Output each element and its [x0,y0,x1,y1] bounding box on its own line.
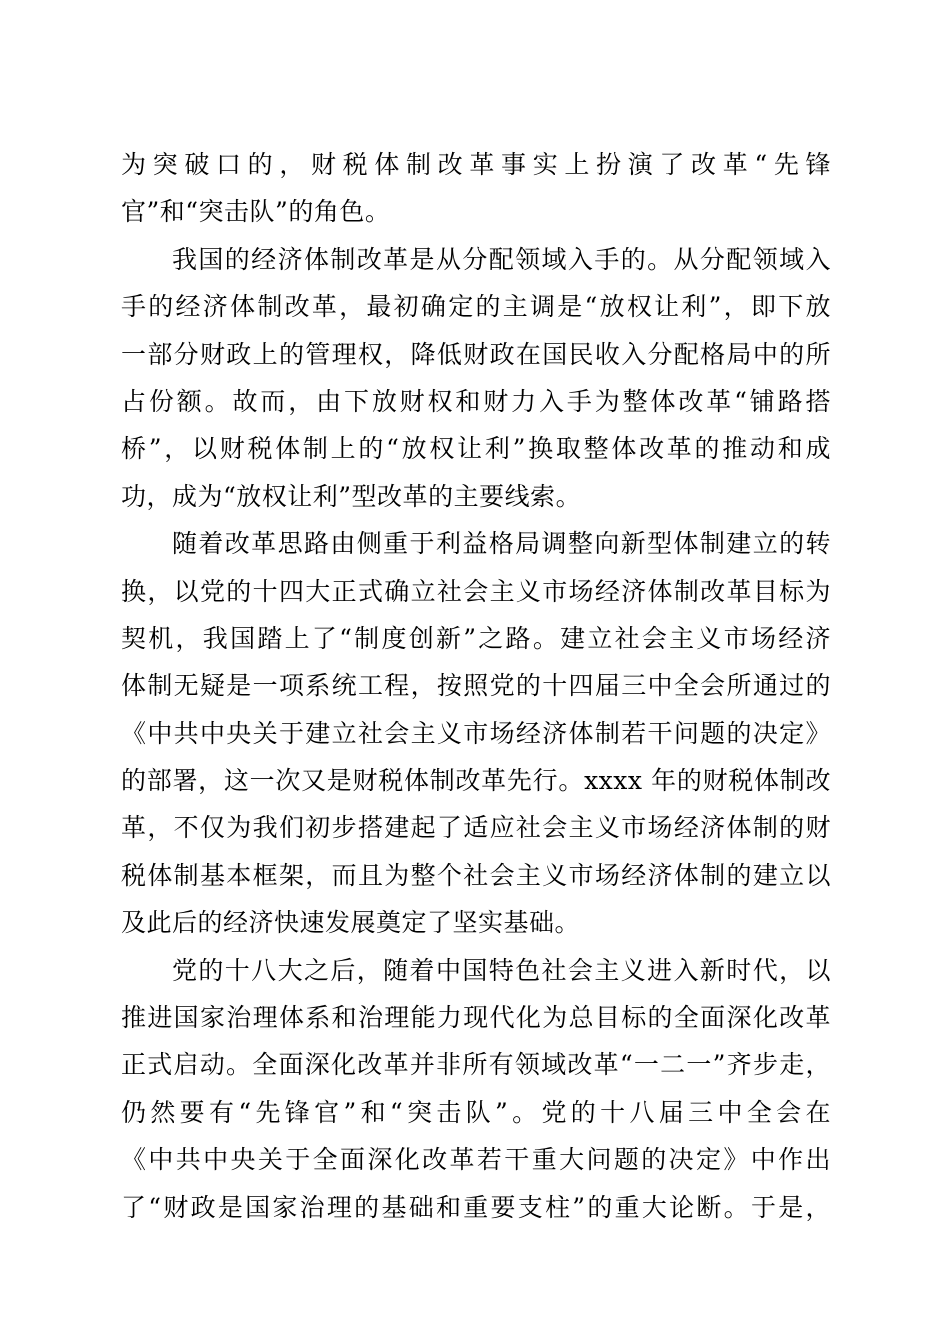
text-line: 换，以党的十四大正式确立社会主义市场经济体制改革目标为 [121,576,831,606]
paragraph-first-line: 随着改革思路由侧重于利益格局调整向新型体制建立的转 [172,529,831,559]
text-line: 官”和“突击队”的角色。 [121,197,391,227]
text-line: 为突破口的，财税体制改革事实上扮演了改革“先锋 [121,150,831,179]
text-line: 正式启动。全面深化改革并非所有领域改革“一二一”齐步走， [121,1050,831,1080]
text-line: 革，不仅为我们初步搭建起了适应社会主义市场经济体制的财 [121,813,831,843]
paragraph-first-line: 我国的经济体制改革是从分配领域入手的。从分配领域入 [172,244,831,274]
text-line: 契机，我国踏上了“制度创新”之路。建立社会主义市场经济 [121,623,831,653]
text-line: 《中共中央关于建立社会主义市场经济体制若干问题的决定》 [121,718,831,748]
text-line: 《中共中央关于全面深化改革若干重大问题的决定》中作出 [121,1145,831,1175]
text-line: 占份额。故而，由下放财权和财力入手为整体改革“铺路搭 [121,386,831,416]
text-line: 仍然要有“先锋官”和“突击队”。党的十八届三中全会在 [121,1097,831,1127]
text-line: 推进国家治理体系和治理能力现代化为总目标的全面深化改革 [121,1003,831,1033]
text-line: 的部署，这一次又是财税体制改革先行。xxxx 年的财税体制改 [121,766,831,796]
text-line: 功，成为“放权让利”型改革的主要线索。 [121,481,582,511]
text-line: 了“财政是国家治理的基础和重要支柱”的重大论断。于是， [121,1192,831,1222]
text-line: 税体制基本框架，而且为整个社会主义市场经济体制的建立以 [121,860,831,890]
text-line: 及此后的经济快速发展奠定了坚实基础。 [121,908,581,938]
paragraph-first-line: 党的十八大之后，随着中国特色社会主义进入新时代，以 [172,955,831,985]
text-line: 一部分财政上的管理权，降低财政在国民收入分配格局中的所 [121,339,831,369]
text-line: 桥”，以财税体制上的“放权让利”换取整体改革的推动和成 [121,434,831,464]
document-body [121,141,831,1231]
text-line: 体制无疑是一项系统工程，按照党的十四届三中全会所通过的 [121,671,831,701]
text-line: 手的经济体制改革，最初确定的主调是“放权让利”，即下放 [121,292,831,322]
